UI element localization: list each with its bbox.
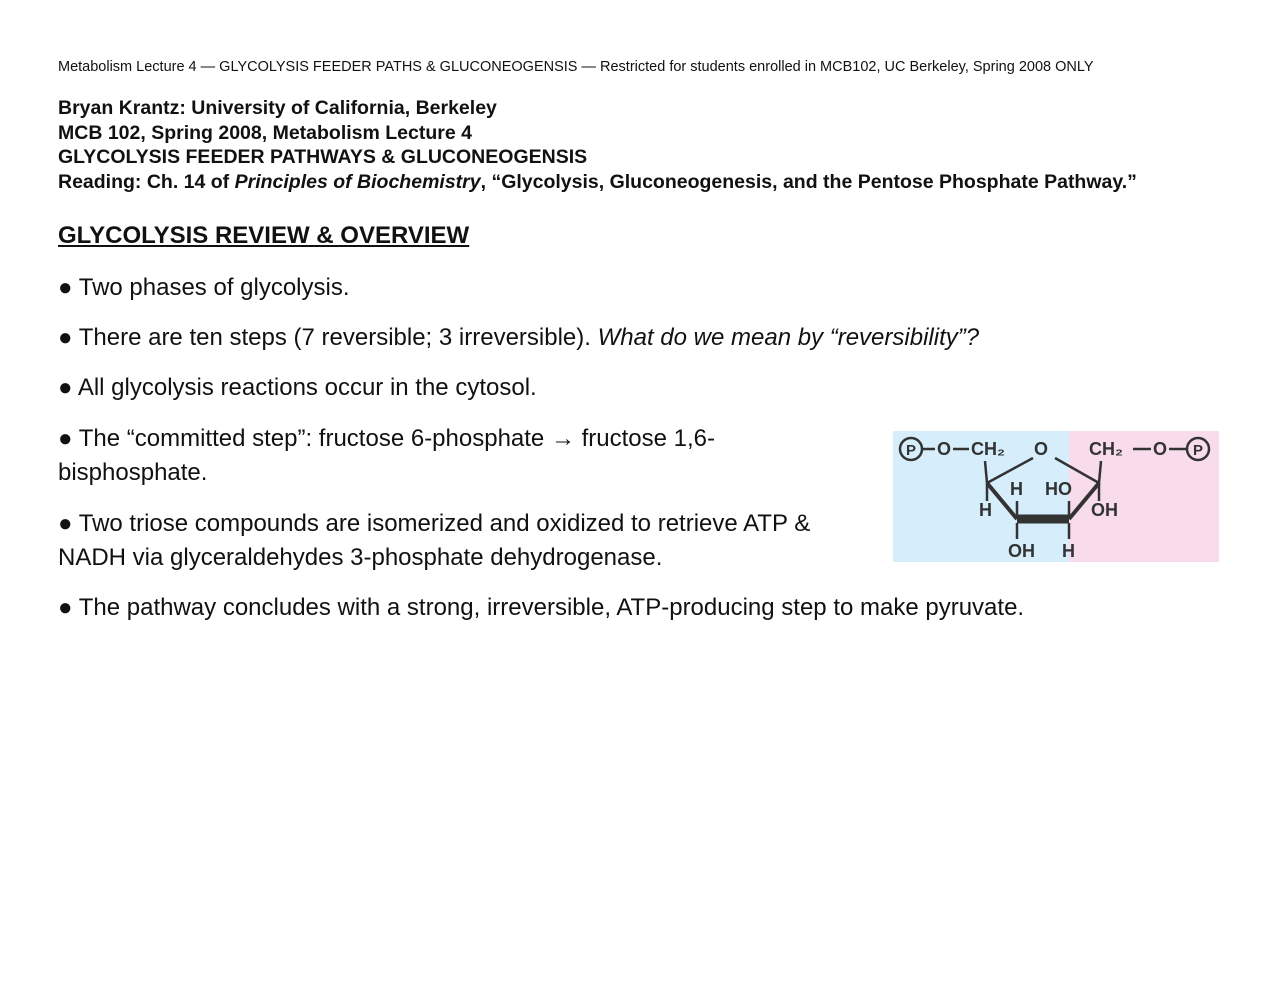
- course-line: MCB 102, Spring 2008, Metabolism Lecture 4: [58, 121, 472, 144]
- ring-oxygen-label: O: [1034, 439, 1049, 459]
- topic-line: GLYCOLYSIS FEEDER PATHWAYS & GLUCONEOGENSIS: [58, 146, 588, 168]
- bullet-pathway-concludes: ● The pathway concludes with a strong, irreversible, ATP-producing step to make pyruvate.: [58, 594, 1025, 621]
- reading-book-title: Principles of Biochemistry: [234, 170, 481, 193]
- h-bottom-label: H: [1062, 541, 1075, 561]
- phosphate-left-label: P: [905, 442, 917, 459]
- bullet-triose-compounds: [58, 507, 810, 575]
- bullet-ten-steps-text: ● There are ten steps (7 reversible; 3 irreversible).: [58, 324, 598, 351]
- fructose-bisphosphate-structure: [893, 431, 1219, 562]
- bullet-cytosol: ● All glycolysis reactions occur in the cytosol.: [58, 374, 537, 401]
- h-c3-top-label: H: [1010, 479, 1023, 499]
- bullet-committed-step-line1: ● The “committed step”: fructose 6-phosphate → fructose 1,6-: [58, 425, 716, 452]
- bullet-committed-step-line2: bisphosphate.: [58, 459, 208, 486]
- oh-bottom-label: OH: [1008, 541, 1035, 561]
- bullet-triose-line2: NADH via glyceraldehydes 3-phosphate dehydrogenase.: [58, 544, 663, 571]
- author-line: Bryan Krantz: University of California, Berkeley: [58, 97, 497, 119]
- bullet-two-phases: ● Two phases of glycolysis.: [58, 274, 350, 301]
- ch2-left-label: CH₂: [971, 439, 1005, 459]
- reading-prefix: Reading: Ch. 14 of: [58, 170, 235, 193]
- running-header: Metabolism Lecture 4 — GLYCOLYSIS FEEDER PATHS & GLUCONEOGENSIS — Restricted for students enrolled in MCB102, UC Berkeley, Spring 2008 ONLY: [58, 59, 1094, 75]
- ho-label: HO: [1045, 479, 1072, 499]
- bullet-triose-line1: ● Two triose compounds are isomerized and oxidized to retrieve ATP &: [58, 510, 811, 537]
- title-block: [58, 96, 1137, 194]
- reading-suffix: , “Glycolysis, Gluconeogenesis, and the Pentose Phosphate Pathway.”: [480, 170, 1137, 193]
- h-c2-label: H: [979, 500, 992, 520]
- reading-line: [58, 170, 1137, 195]
- ch2-right-label: CH₂: [1089, 439, 1123, 459]
- oxygen-left-label: O: [937, 439, 952, 459]
- bullet-ten-steps-question: What do we mean by “reversibility”?: [597, 324, 980, 351]
- oh-right-label: OH: [1091, 500, 1118, 520]
- bullet-committed-step: [58, 422, 715, 490]
- bullet-ten-steps: [58, 321, 979, 355]
- oxygen-right-label: O: [1153, 439, 1168, 459]
- phosphate-right-label: P: [1192, 442, 1204, 459]
- section-heading: GLYCOLYSIS REVIEW & OVERVIEW: [58, 222, 470, 249]
